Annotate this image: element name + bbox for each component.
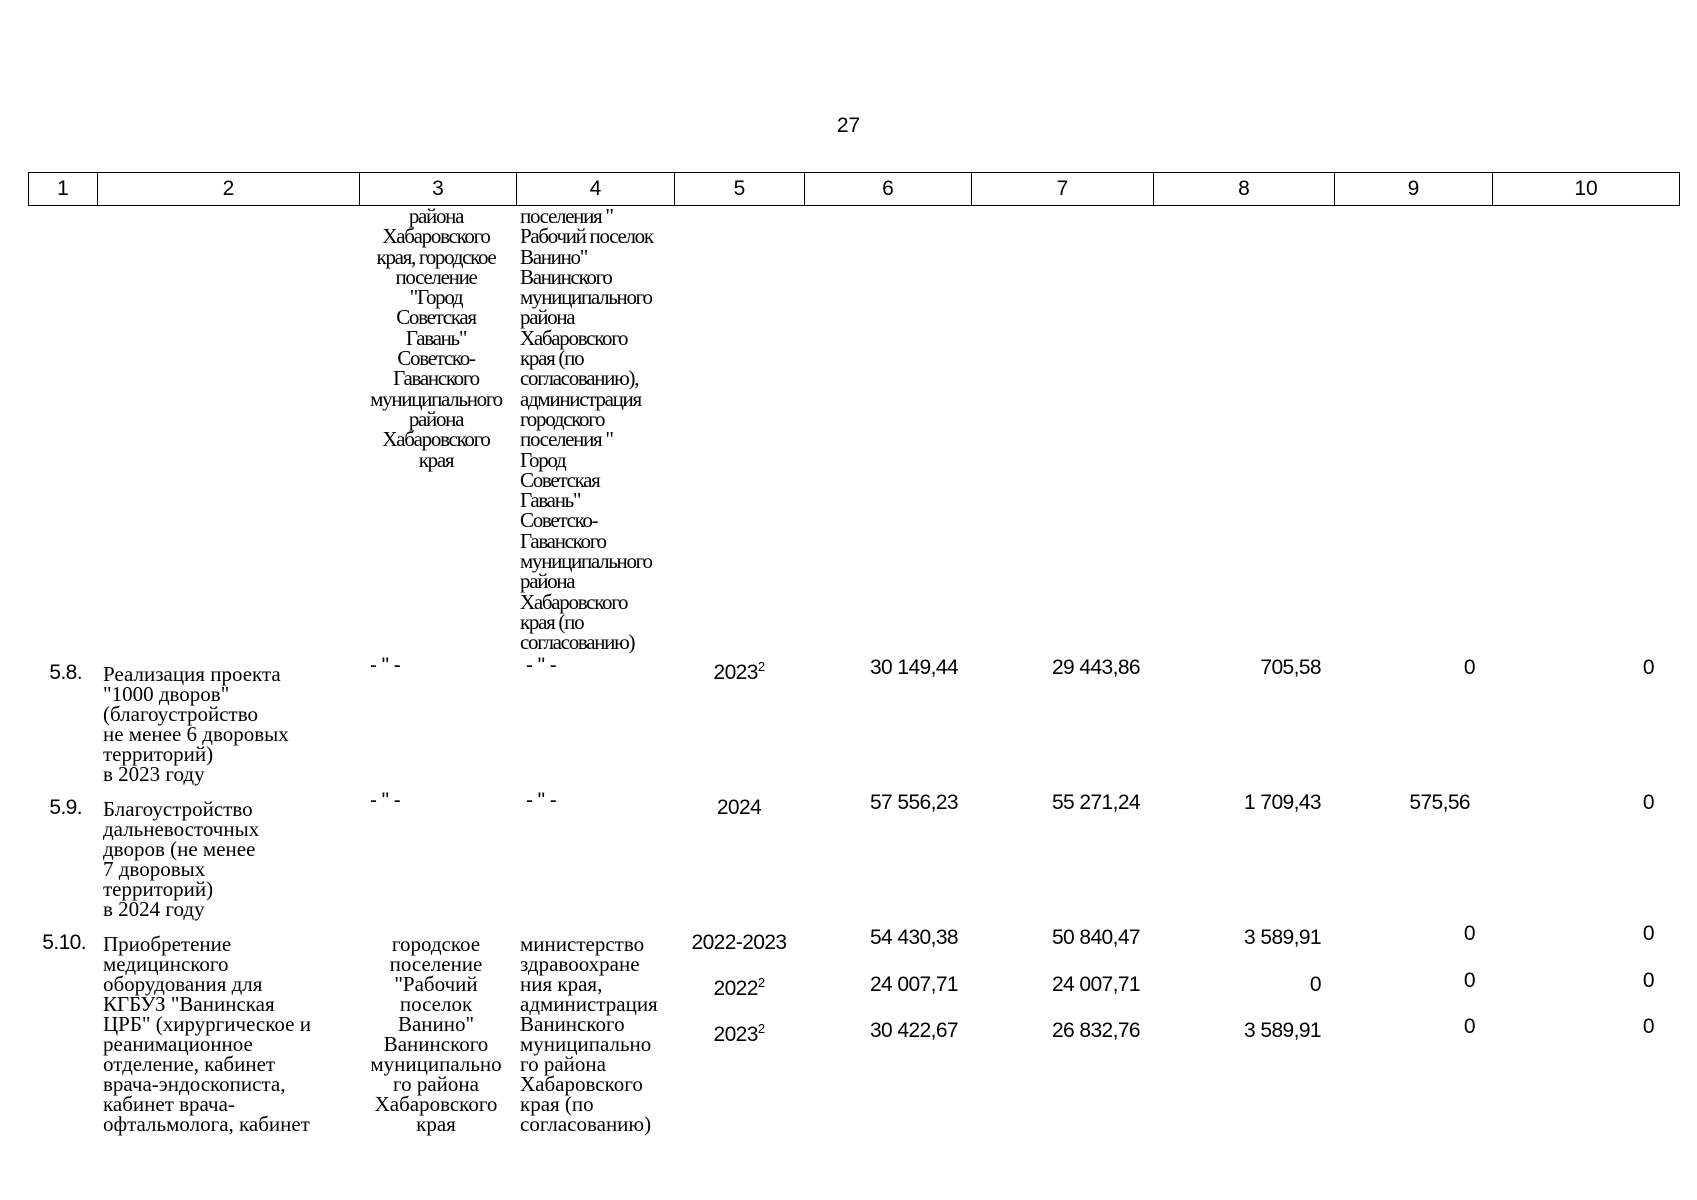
federal-amount: 24 007,71 xyxy=(1051,973,1140,996)
local-amount: 575,56 xyxy=(1409,791,1470,814)
local-amount: 0 xyxy=(1463,1015,1475,1038)
executor-ditto: - " - xyxy=(370,654,401,677)
year-value: 2023 xyxy=(713,1023,758,1046)
row-number: 5.8. xyxy=(49,661,82,684)
footnote-mark: 2 xyxy=(757,975,765,990)
regional-amount: 705,58 xyxy=(1260,656,1321,679)
header-cell-10: 10 xyxy=(1493,173,1680,206)
regional-amount: 3 589,91 xyxy=(1244,926,1321,949)
year-value: 2023 xyxy=(713,661,758,684)
coexecutor-ditto: - " - xyxy=(526,789,557,812)
local-amount: 0 xyxy=(1463,969,1475,992)
other-amount: 0 xyxy=(1642,656,1654,679)
other-amount: 0 xyxy=(1642,969,1654,992)
measure-name: Приобретение медицинского оборудования для КГБУЗ "Ванинская ЦРБ" (хирургическое и реанимационное отделение, кабинет врача-эндоскописта, кабинет врача- офтальмолога, кабинет xyxy=(103,932,311,1136)
year-cell xyxy=(676,661,802,685)
year-value: 2022 xyxy=(713,977,758,1000)
total-amount: 57 556,23 xyxy=(869,791,958,814)
other-amount: 0 xyxy=(1642,791,1654,814)
header-cell-9: 9 xyxy=(1335,173,1493,206)
executor-ditto: - " - xyxy=(370,789,401,812)
header-cell-2: 2 xyxy=(98,173,360,206)
local-amount: 0 xyxy=(1463,656,1475,679)
federal-amount: 55 271,24 xyxy=(1051,791,1140,814)
row-number: 5.10. xyxy=(42,931,86,954)
year-cell xyxy=(676,796,802,820)
header-cell-5: 5 xyxy=(675,173,805,206)
year-value: 2022-2023 xyxy=(691,931,787,954)
header-cell-7: 7 xyxy=(972,173,1154,206)
regional-amount: 1 709,43 xyxy=(1244,791,1321,814)
measure-name: Благоустройство дальневосточных дворов (не менее 7 дворовых территорий) в 2024 году xyxy=(103,797,260,921)
total-amount: 54 430,38 xyxy=(869,926,958,949)
year-cell xyxy=(676,1023,802,1047)
continued-coexecutor-text: поселения " Рабочий поселок Ванино" Ванинского муниципального района Хабаровского края (по согласованию), администрация городского поселения " Город Советская Гавань" Советско- Гаванского муниципального района Хабаровского края (по согласованию) xyxy=(520,204,653,655)
federal-amount: 50 840,47 xyxy=(1051,926,1140,949)
year-cell xyxy=(676,931,802,955)
header-cell-6: 6 xyxy=(805,173,972,206)
footnote-mark: 2 xyxy=(757,659,765,674)
regional-amount: 3 589,91 xyxy=(1244,1019,1321,1042)
continued-executor-text: района Хабаровского края, городское поселение "Город Советская Гавань" Советско- Гаванского муниципального района Хабаровского края xyxy=(370,204,502,472)
other-amount: 0 xyxy=(1642,922,1654,945)
executor-text: городское поселение "Рабочий поселок Ванино" Ванинского муниципально го района Хабаровского края xyxy=(370,932,502,1136)
total-amount: 30 422,67 xyxy=(869,1019,958,1042)
coexecutor-text: министерство здравоохране ния края, администрация Ванинского муниципально го района Хабаровского края (по согласованию) xyxy=(520,932,658,1136)
header-cell-4: 4 xyxy=(517,173,675,206)
measure-name: Реализация проекта "1000 дворов" (благоустройство не менее 6 дворовых территорий) в 2023 году xyxy=(103,662,289,786)
year-cell xyxy=(676,977,802,1001)
footnote-mark: 2 xyxy=(757,1021,765,1036)
federal-amount: 29 443,86 xyxy=(1051,656,1140,679)
row-number: 5.9. xyxy=(49,796,82,819)
column-header-table xyxy=(28,172,1680,206)
federal-amount: 26 832,76 xyxy=(1051,1019,1140,1042)
other-amount: 0 xyxy=(1642,1015,1654,1038)
header-row xyxy=(29,173,1680,206)
header-cell-3: 3 xyxy=(360,173,517,206)
total-amount: 24 007,71 xyxy=(869,973,958,996)
header-cell-8: 8 xyxy=(1154,173,1335,206)
page-number: 27 xyxy=(836,114,861,137)
regional-amount: 0 xyxy=(1309,973,1321,996)
header-cell-1: 1 xyxy=(29,173,98,206)
local-amount: 0 xyxy=(1463,922,1475,945)
total-amount: 30 149,44 xyxy=(869,656,958,679)
coexecutor-ditto: - " - xyxy=(526,654,557,677)
year-value: 2024 xyxy=(716,796,762,819)
